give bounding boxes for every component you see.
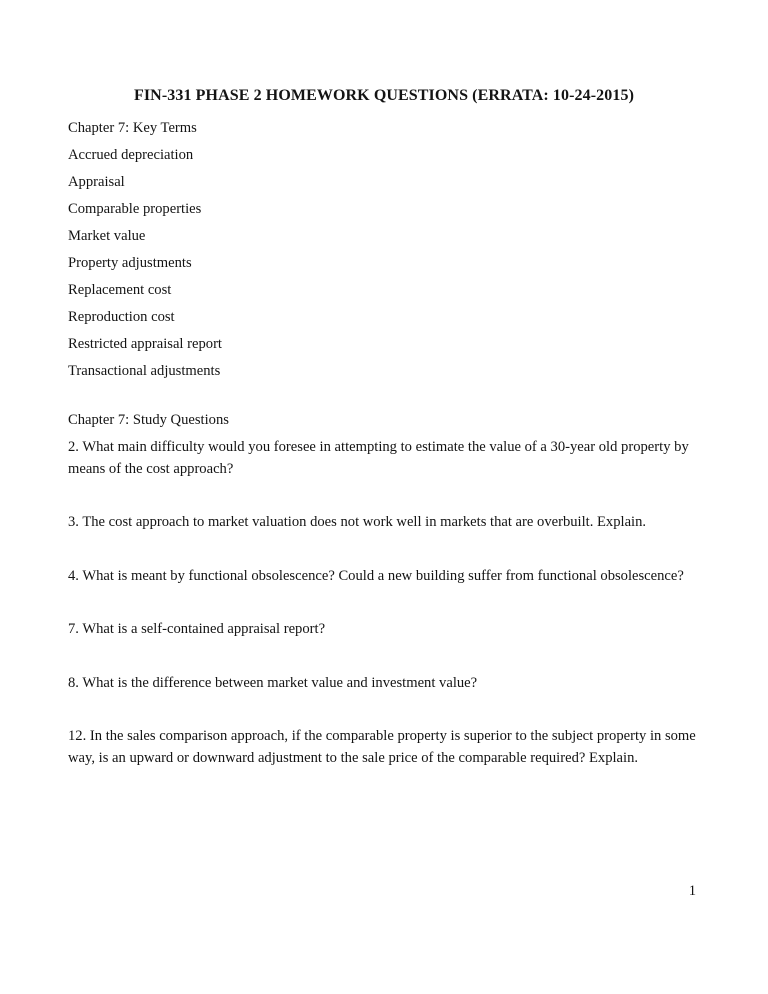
- study-question: 4. What is meant by functional obsolescence? Could a new building suffer from functional obsolescence?: [68, 567, 684, 584]
- document-title: FIN-331 PHASE 2 HOMEWORK QUESTIONS (ERRATA: 10-24-2015): [133, 87, 635, 104]
- key-term: Accrued depreciation: [68, 147, 194, 164]
- key-terms-heading: Chapter 7: Key Terms: [68, 120, 197, 137]
- key-term: Property adjustments: [68, 255, 192, 272]
- key-term: Comparable properties: [68, 201, 202, 218]
- study-question: 2. What main difficulty would you foresee in attempting to estimate the value of a 30-year old property by means of the cost approach?: [68, 439, 689, 477]
- key-term: Reproduction cost: [68, 309, 175, 326]
- key-term: Market value: [68, 228, 146, 245]
- key-term: Replacement cost: [68, 282, 172, 299]
- study-question: 7. What is a self-contained appraisal report?: [68, 621, 326, 638]
- page-number: 1: [688, 883, 696, 900]
- study-question: 3. The cost approach to market valuation does not work well in markets that are overbuilt. Explain.: [68, 514, 647, 531]
- study-question: 12. In the sales comparison approach, if the comparable property is superior to the subject property in some way, is an upward or downward adjustment to the sale price of the comparable required? Explain.: [68, 728, 696, 766]
- key-term: Appraisal: [68, 174, 125, 191]
- key-term: Restricted appraisal report: [68, 336, 222, 353]
- study-questions-heading: Chapter 7: Study Questions: [68, 412, 229, 429]
- study-question: 8. What is the difference between market value and investment value?: [68, 674, 478, 691]
- key-term: Transactional adjustments: [68, 363, 221, 380]
